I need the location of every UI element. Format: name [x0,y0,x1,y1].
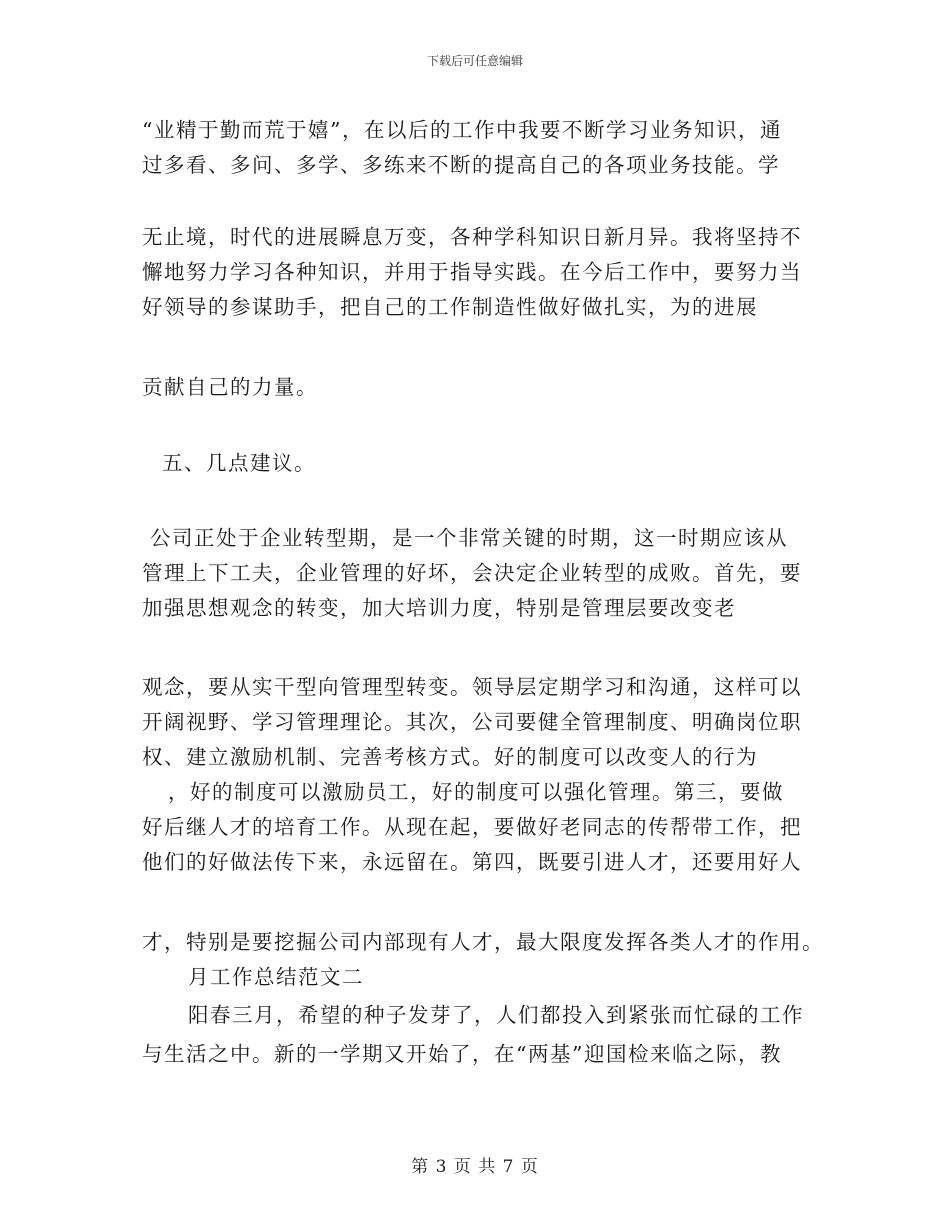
body-line: 他们的好做法传下来，永远留在。第四，既要引进人才，还要用好人 [142,850,802,874]
body-line: 管理上下工夫，企业管理的好坏，会决定企业转型的成败。首先，要 [142,561,802,585]
body-line: “业精于勤而荒于嬉”，在以后的工作中我要不断学习业务知识，通 [142,118,782,142]
body-line: 贡献自己的力量。 [142,375,318,399]
body-line: 加强思想观念的转变，加大培训力度，特别是管理层要改变老 [142,596,736,620]
section-heading: 五、几点建议。 [162,451,316,475]
body-line: 开阔视野、学习管理理论。其次，公司要健全管理制度、明确岗位职 [142,710,802,734]
body-line: 好领导的参谋助手，把自己的工作制造性做好做扎实，为的进展 [142,295,758,319]
body-line: 公司正处于企业转型期，是一个非常关键的时期，这一时期应该从 [150,526,788,550]
body-line: 权、建立激励机制、完善考核方式。好的制度可以改变人的行为 [142,745,758,769]
body-line: 过多看、多问、多学、多练来不断的提高自己的各项业务技能。学 [142,153,780,177]
page-number: 第 3 页 共 7 页 [411,1157,539,1177]
body-line: 才，特别是要挖掘公司内部现有人才，最大限度发挥各类人才的作用。 [142,930,824,954]
body-line: 观念，要从实干型向管理型转变。领导层定期学习和沟通，这样可以 [142,675,802,699]
body-line: 阳春三月，希望的种子发芽了，人们都投入到紧张而忙碌的工作 [188,1003,804,1027]
page-header: 下载后可任意编辑 [426,54,523,68]
body-line: ，好的制度可以激励员工，好的制度可以强化管理。第三，要做 [168,780,784,804]
body-line: 无止境，时代的进展瞬息万变，各种学科知识日新月异。我将坚持不 [142,225,802,249]
body-line: 好后继人才的培育工作。从现在起，要做好老同志的传帮带工作，把 [142,815,802,839]
subheading: 月工作总结范文二 [188,965,364,989]
body-line: 懈地努力学习各种知识，并用于指导实践。在今后工作中，要努力当 [142,260,802,284]
body-line: 与生活之中。新的一学期又开始了，在“两基”迎国检来临之际，教 [142,1042,782,1066]
